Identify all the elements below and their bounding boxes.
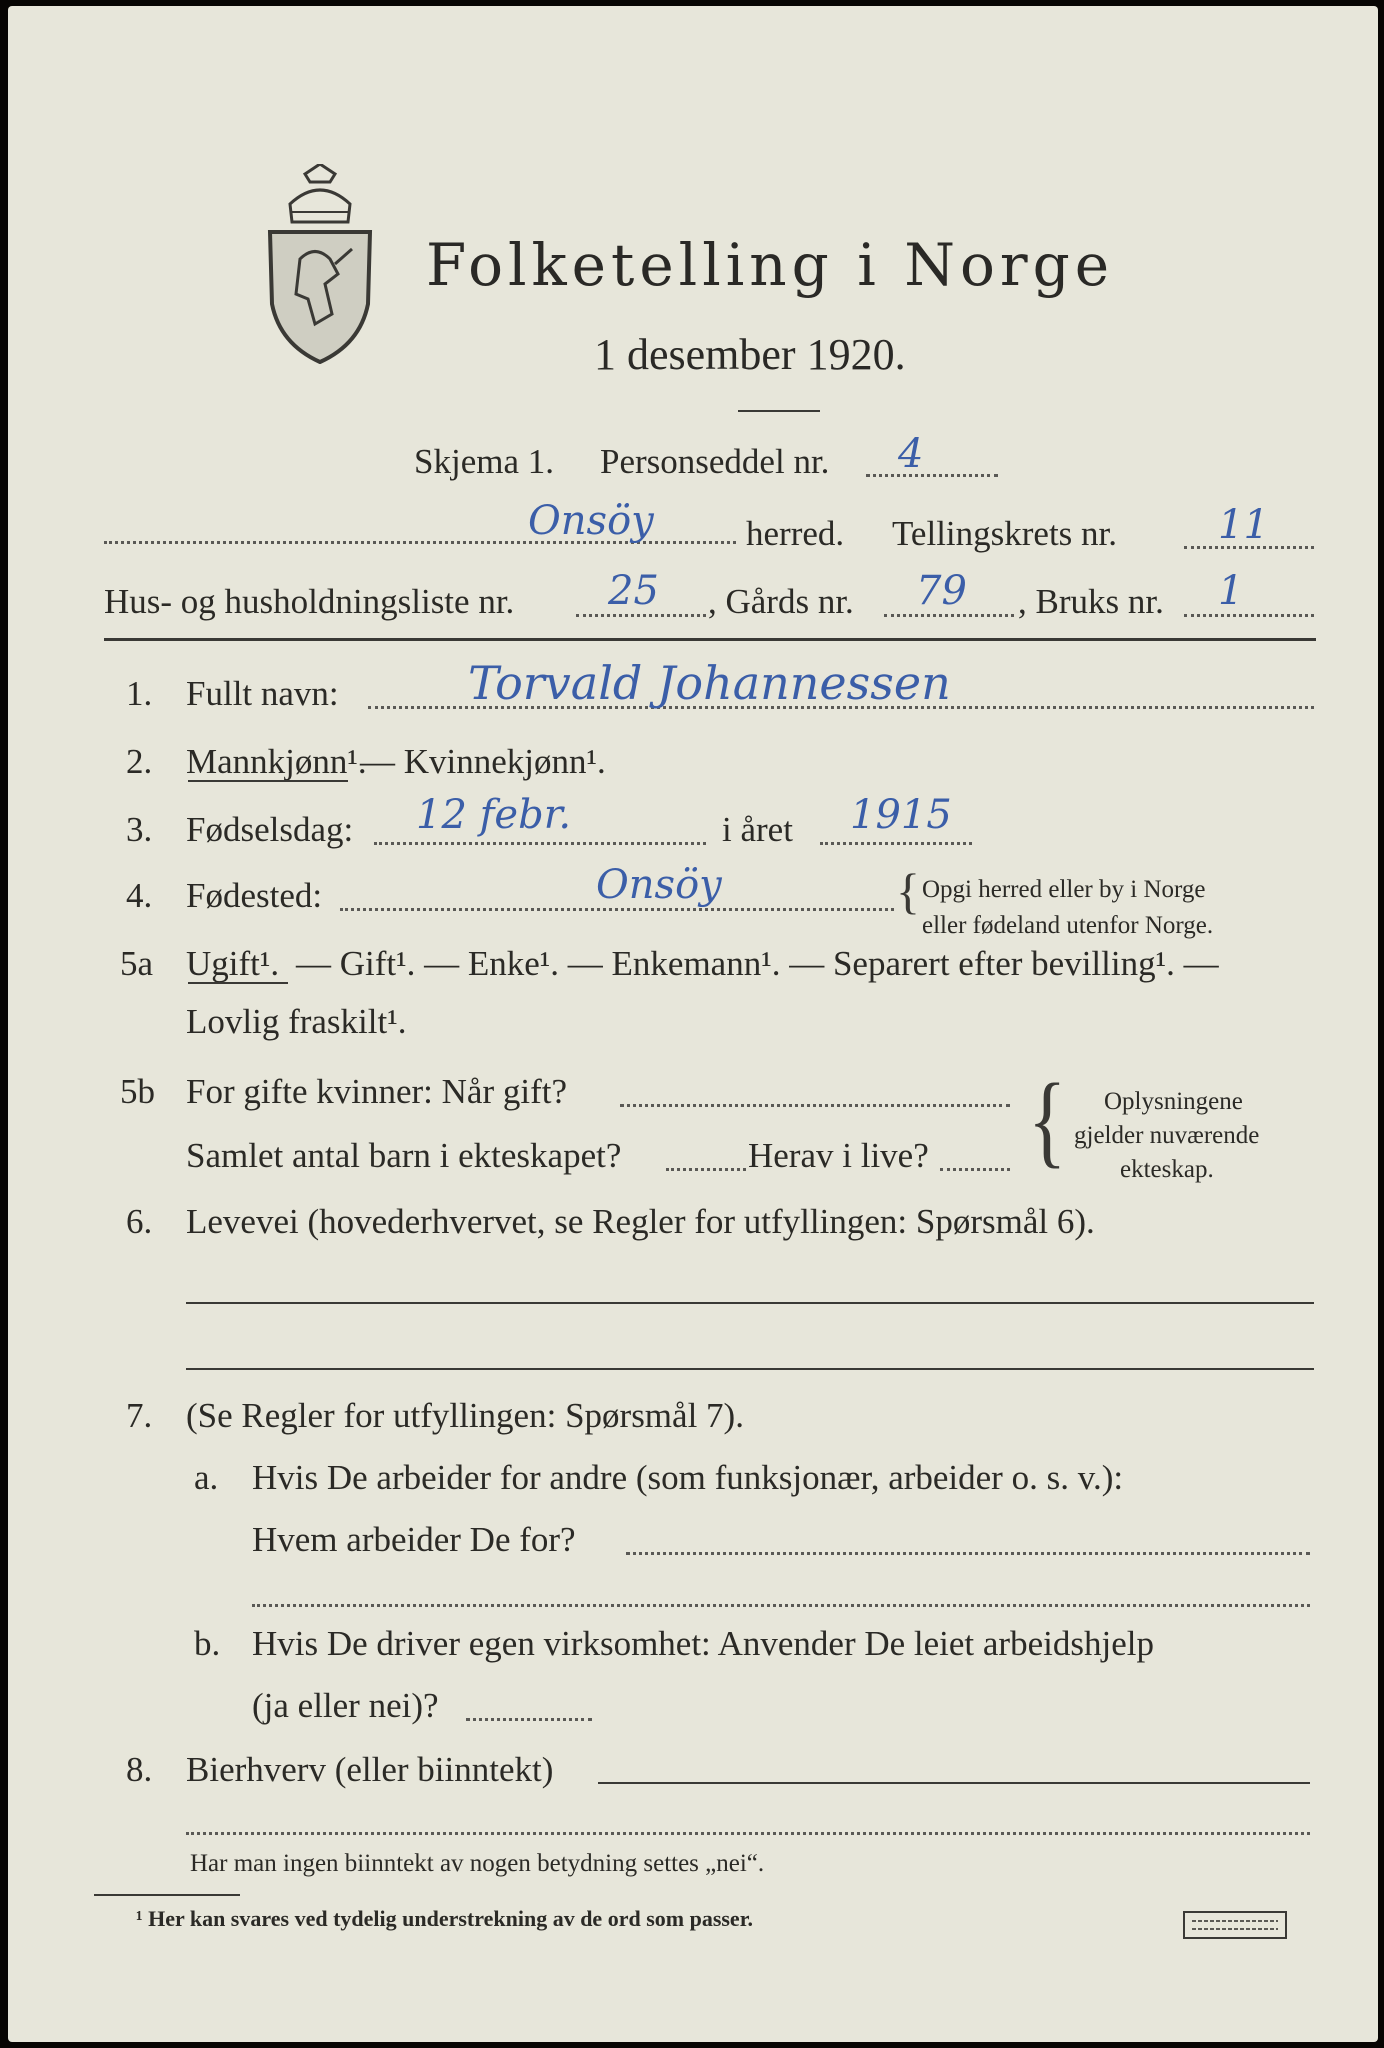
birthplace-value: Onsöy (596, 862, 722, 908)
nei-instruction: Har man ingen biinntekt av nogen betydning settes „nei“. (190, 1850, 765, 1877)
bruks-value: 1 (1218, 568, 1244, 614)
q8-text: Bierhverv (eller biinntekt) (186, 1750, 554, 1789)
q5b-line1: For gifte kvinner: Når gift? (186, 1072, 568, 1111)
q7a-label: a. (194, 1458, 219, 1497)
q7a-text: Hvis De arbeider for andre (som funksjonær, arbeider o. s. v.): (252, 1458, 1124, 1497)
bruks-label: , Bruks nr. (1018, 582, 1164, 621)
q2-male-underline (188, 780, 348, 782)
children-count-field[interactable] (666, 1168, 746, 1171)
form-title: Folketelling i Norge (426, 231, 1115, 299)
q2-female-option[interactable]: — Kvinnekjønn¹. (360, 742, 606, 781)
side-income-field[interactable] (598, 1782, 1310, 1784)
hired-help-field[interactable] (466, 1718, 592, 1721)
q3-year-label: i året (722, 810, 793, 849)
bruks-field[interactable] (1184, 614, 1314, 617)
q6-text: Levevei (hovederhvervet, se Regler for utfyllingen: Spørsmål 6). (186, 1202, 1095, 1241)
q3-label: Fødselsdag: (186, 810, 354, 849)
q5b-children-label: Samlet antal barn i ekteskapet? (186, 1136, 622, 1175)
q6-number: 6. (126, 1202, 153, 1241)
q5a-other-options[interactable]: — Gift¹. — Enke¹. — Enkemann¹. — Separert efter bevilling¹. — (296, 944, 1219, 983)
birthyear-field[interactable] (820, 842, 972, 845)
q1-label: Fullt navn: (186, 674, 339, 713)
herred-value: Onsöy (528, 498, 654, 544)
footnote: ¹ Her kan svares ved tydelig understrekning av de ord som passer. (136, 1906, 753, 1931)
husliste-label: Hus- og husholdningsliste nr. (104, 582, 515, 621)
q4-note-line2: eller fødeland utenfor Norge. (922, 912, 1214, 939)
married-when-field[interactable] (620, 1104, 1010, 1107)
q5b-note-line2: gjelder nuværende (1074, 1122, 1260, 1149)
husliste-field[interactable] (576, 614, 706, 617)
children-alive-field[interactable] (940, 1168, 1010, 1171)
q7-number: 7. (126, 1396, 153, 1435)
q5a-ugift-underline (188, 982, 288, 984)
personseddel-field[interactable] (866, 474, 998, 477)
q4-label: Fødested: (186, 876, 323, 915)
q2-male-option[interactable]: Mannkjønn¹. (186, 742, 367, 781)
herred-label: herred. (746, 514, 845, 553)
side-income-field-line2[interactable] (186, 1832, 1310, 1835)
q7b-label: b. (194, 1624, 221, 1663)
q3-number: 3. (126, 810, 153, 849)
q1-number: 1. (126, 674, 153, 713)
q2-number: 2. (126, 742, 153, 781)
employer-field-line2[interactable] (252, 1604, 1310, 1607)
birthdate-value: 12 febr. (416, 792, 572, 838)
q4-note-brace: { (896, 863, 920, 919)
birthdate-field[interactable] (374, 842, 706, 845)
q5a-number: 5a (120, 944, 154, 983)
q5a-ugift-option[interactable]: Ugift¹. (186, 944, 280, 983)
q5b-number: 5b (120, 1072, 155, 1111)
q5b-note-line3: ekteskap. (1120, 1156, 1214, 1183)
header-rule (104, 638, 1316, 641)
q7a-question: Hvem arbeider De for? (252, 1520, 576, 1559)
census-form (8, 6, 1378, 2042)
q5a-line2[interactable]: Lovlig fraskilt¹. (186, 1002, 407, 1041)
census-date: 1 desember 1920. (594, 330, 906, 379)
title-divider (738, 410, 820, 412)
q5b-note-line1: Oplysningene (1104, 1088, 1243, 1115)
personseddel-value: 4 (898, 431, 924, 477)
gards-field[interactable] (884, 614, 1014, 617)
q5b-note-brace: { (1028, 1063, 1067, 1179)
q4-note-line1: Opgi herred eller by i Norge (922, 876, 1206, 903)
q7b-question: (ja eller nei)? (252, 1686, 439, 1725)
q7-text: (Se Regler for utfyllingen: Spørsmål 7). (186, 1396, 744, 1435)
personseddel-label: Personseddel nr. (600, 442, 830, 481)
norwegian-lion-coat-of-arms-icon (260, 164, 380, 364)
skjema-label: Skjema 1. (414, 442, 554, 481)
printer-stamp-icon (1182, 1910, 1288, 1940)
tellingskrets-value: 11 (1218, 502, 1269, 548)
q7b-text: Hvis De driver egen virksomhet: Anvender De leiet arbeidshjelp (252, 1624, 1154, 1663)
q5b-alive-label: Herav i live? (748, 1136, 929, 1175)
employer-field[interactable] (626, 1552, 1310, 1555)
tellingskrets-label: Tellingskrets nr. (892, 514, 1118, 553)
occupation-field-line2[interactable] (186, 1368, 1314, 1370)
gards-label: , Gårds nr. (708, 582, 854, 621)
gards-value: 79 (916, 568, 967, 614)
birthplace-field[interactable] (340, 908, 894, 911)
occupation-field-line1[interactable] (186, 1302, 1314, 1304)
q4-number: 4. (126, 876, 153, 915)
full-name-value: Torvald Johannessen (468, 656, 951, 710)
q8-number: 8. (126, 1750, 153, 1789)
husliste-value: 25 (608, 568, 659, 614)
footnote-divider (94, 1894, 240, 1896)
birthyear-value: 1915 (850, 792, 952, 838)
